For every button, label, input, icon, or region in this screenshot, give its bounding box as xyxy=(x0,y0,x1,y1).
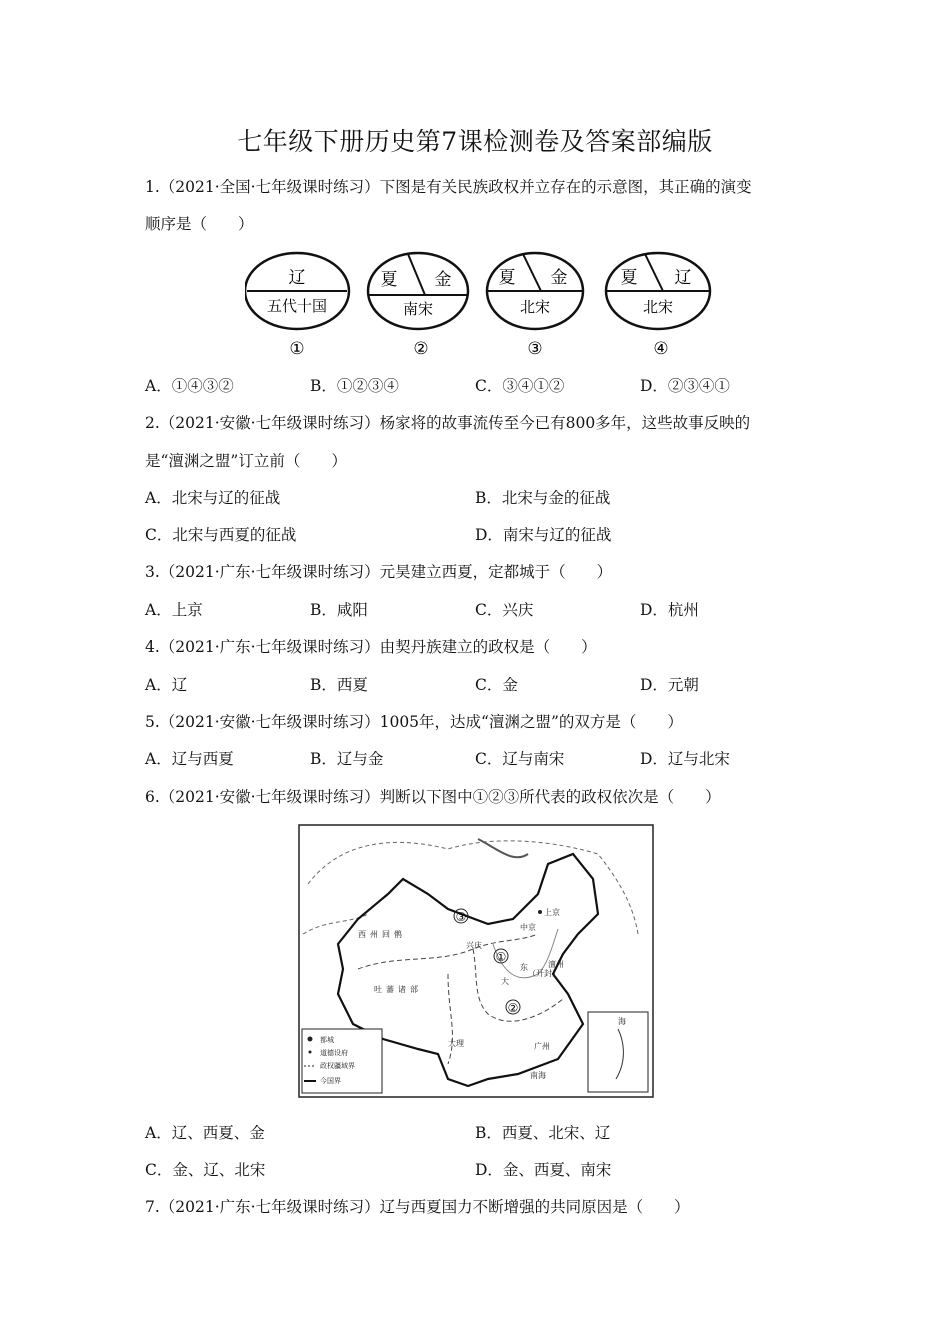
question-4-line-1: 4.（2021·广东·七年级课时练习）由契丹族建立的政权是（ ） xyxy=(145,638,597,656)
song-era-regimes-map xyxy=(298,824,654,1098)
q3-option-a: A．上京 xyxy=(145,601,203,619)
circle-3-bottom: 北宋 xyxy=(519,298,551,316)
q1-option-a: A．①④③② xyxy=(145,377,234,395)
q4-option-d: D．元朝 xyxy=(640,676,699,694)
circle-1-bottom: 五代十国 xyxy=(266,297,328,315)
q4-option-b: B．西夏 xyxy=(310,676,368,694)
map-label-dali: 大理 xyxy=(448,1039,464,1048)
legend-prefecture: 道德设府 xyxy=(320,1049,348,1057)
map-label-xingqing: 兴庆 xyxy=(466,941,482,950)
map-label-guangzhou: 广州 xyxy=(534,1042,550,1051)
map-label-nanhai: 南海 xyxy=(530,1071,546,1080)
q3-option-c: C．兴庆 xyxy=(475,601,534,619)
legend-modern-border: 今国界 xyxy=(320,1077,341,1085)
q5-option-d: D．辽与北宋 xyxy=(640,750,730,768)
map-label-kaifeng: （开封） xyxy=(528,969,560,978)
map-label-chanzhou: 澶州 xyxy=(548,960,564,969)
q1-option-d: D．②③④① xyxy=(640,377,730,395)
circle-2-top-right: 金 xyxy=(434,270,452,290)
map-label-shangjing: 上京 xyxy=(544,908,560,917)
circle-2-top-left: 夏 xyxy=(380,270,398,290)
q2-option-d: D．南宋与辽的征战 xyxy=(475,526,612,544)
q2-option-c: C．北宋与西夏的征战 xyxy=(145,526,297,544)
map-label-hai: 海 xyxy=(618,1017,626,1026)
q5-option-c: C．辽与南宋 xyxy=(475,750,565,768)
circle-2 xyxy=(368,253,468,359)
legend-regime-border: 政权疆域界 xyxy=(320,1062,355,1070)
question-5-line-1: 5.（2021·安徽·七年级课时练习）1005年，达成“澶渊之盟”的双方是（ ） xyxy=(145,713,683,731)
circle-4-label: ④ xyxy=(653,339,669,359)
circle-2-label: ② xyxy=(413,339,429,359)
page-title: 七年级下册历史第7课检测卷及答案部编版 xyxy=(237,127,713,156)
map-label-zhongjing: 中京 xyxy=(520,923,536,932)
q6-option-c: C．金、辽、北宋 xyxy=(145,1161,266,1179)
legend-capital: 都城 xyxy=(320,1036,334,1044)
map-marker-1: ① xyxy=(495,950,507,964)
question-2-line-2: 是“澶渊之盟”订立前（ ） xyxy=(145,452,347,470)
map-marker-3: ③ xyxy=(455,910,467,924)
map-label-dong: 东 xyxy=(520,963,528,972)
q6-option-a: A．辽、西夏、金 xyxy=(145,1124,265,1142)
circle-3-top-left: 夏 xyxy=(498,268,516,288)
q3-option-d: D．杭州 xyxy=(640,601,699,619)
q1-option-c: C．③④①② xyxy=(475,377,565,395)
q3-option-b: B．咸阳 xyxy=(310,601,368,619)
circle-4 xyxy=(606,253,710,359)
q4-option-c: C．金 xyxy=(475,676,518,694)
question-1-line-2: 顺序是（ ） xyxy=(145,215,254,233)
regime-coexistence-diagram xyxy=(245,249,715,359)
circle-3-label: ③ xyxy=(527,339,543,359)
map-label-xizhou: 西州回鹘 xyxy=(358,930,406,939)
q6-option-d: D．金、西夏、南宋 xyxy=(475,1161,612,1179)
q6-option-b: B．西夏、北宋、辽 xyxy=(475,1124,611,1142)
circle-4-bottom: 北宋 xyxy=(642,298,674,316)
question-6-line-1: 6.（2021·安徽·七年级课时练习）判断以下图中①②③所代表的政权依次是（ ） xyxy=(145,788,721,806)
q4-option-a: A．辽 xyxy=(145,676,188,694)
circle-3-top-right: 金 xyxy=(550,268,568,288)
circle-1 xyxy=(245,253,349,359)
map-label-tubo: 吐蕃诸部 xyxy=(374,985,422,994)
q5-option-b: B．辽与金 xyxy=(310,750,384,768)
q2-option-b: B．北宋与金的征战 xyxy=(475,489,611,507)
map-label-da: 大 xyxy=(501,977,509,986)
circle-4-top-left: 夏 xyxy=(620,268,638,288)
question-7-line-1: 7.（2021·广东·七年级课时练习）辽与西夏国力不断增强的共同原因是（ ） xyxy=(145,1198,690,1216)
circle-1-label: ① xyxy=(289,339,305,359)
circle-2-bottom: 南宋 xyxy=(402,300,434,318)
question-2-line-1: 2.（2021·安徽·七年级课时练习）杨家将的故事流传至今已有800多年，这些故事反映的 xyxy=(145,414,751,432)
circle-1-top: 辽 xyxy=(288,268,306,288)
question-3-line-1: 3.（2021·广东·七年级课时练习）元昊建立西夏，定都城于（ ） xyxy=(145,563,613,581)
q1-option-b: B．①②③④ xyxy=(310,377,399,395)
q5-option-a: A．辽与西夏 xyxy=(145,750,234,768)
circle-4-top-right: 辽 xyxy=(674,268,692,288)
question-1-line-1: 1.（2021·全国·七年级课时练习）下图是有关民族政权并立存在的示意图，其正确的演变 xyxy=(145,178,752,196)
q2-option-a: A．北宋与辽的征战 xyxy=(145,489,281,507)
circle-3 xyxy=(487,253,583,359)
map-marker-2: ② xyxy=(507,1001,519,1015)
